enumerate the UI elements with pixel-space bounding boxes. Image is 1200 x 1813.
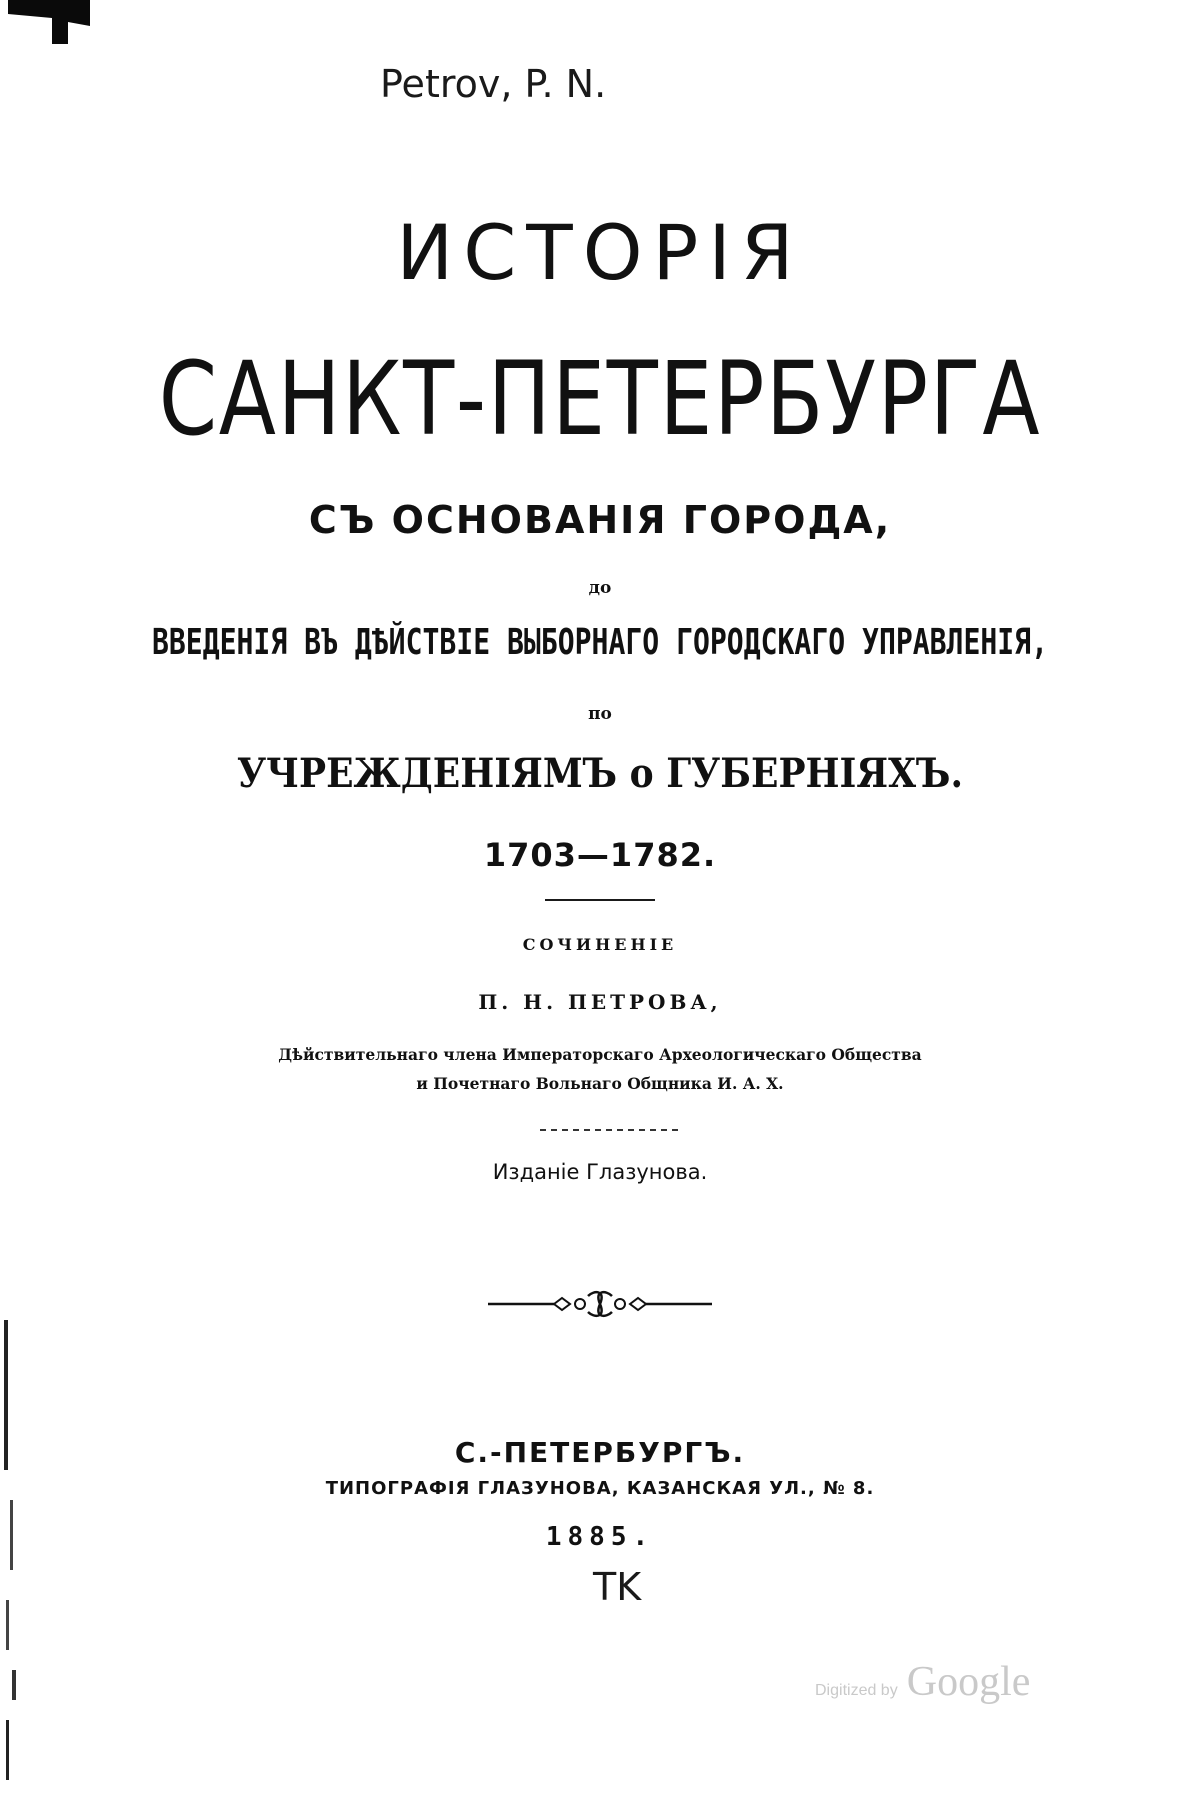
ornamental-divider (488, 1290, 712, 1318)
watermark-prefix: Digitized by (815, 1682, 898, 1699)
subtitle-line-2: ВВЕДЕНІЯ ВЪ ДѢЙСТВІЕ ВЫБОРНАГО ГОРОДСКАГО УПРАВЛЕНІЯ, (151, 622, 1049, 663)
publication-year: 1885. (545, 1522, 655, 1552)
handwritten-note: TK (593, 1565, 642, 1609)
subtitle-line-3: УЧРЕЖДЕНІЯМЪ о ГУБЕРНІЯХЪ. (236, 750, 964, 797)
dotted-divider (540, 1127, 680, 1133)
title-line-2: САНКТ-ПЕТЕРБУРГА (158, 340, 1042, 459)
subtitle-connector-po: по (588, 704, 612, 724)
author-description-1: Дѣйствительнаго члена Императорскаго Археологическаго Общества (278, 1045, 922, 1064)
author-name: П. Н. ПЕТРОВА, (478, 990, 722, 1014)
publication-city: С.-ПЕТЕРБУРГЪ. (454, 1436, 746, 1469)
author-description-2: и Почетнаго Вольнаго Общника И. А. Х. (416, 1074, 784, 1093)
work-label: СОЧИНЕНІЕ (522, 935, 678, 954)
title-line-1: ИСТОРІЯ (396, 208, 804, 297)
handwritten-signature: Petrov, P. N. (380, 62, 607, 106)
divider-rule (545, 899, 655, 901)
edition-line: Изданіе Глазунова. (492, 1160, 708, 1184)
scan-corner-mark (8, 0, 90, 44)
digitized-watermark (815, 1658, 1030, 1706)
subtitle-line-1: СЪ ОСНОВАНІЯ ГОРОДА, (308, 498, 892, 542)
subtitle-connector-do: до (588, 578, 612, 598)
year-range: 1703—1782. (483, 836, 717, 874)
printer-line: ТИПОГРАФІЯ ГЛАЗУНОВА, КАЗАНСКАЯ УЛ., № 8. (325, 1478, 875, 1499)
watermark-brand: Google (906, 1659, 1031, 1705)
